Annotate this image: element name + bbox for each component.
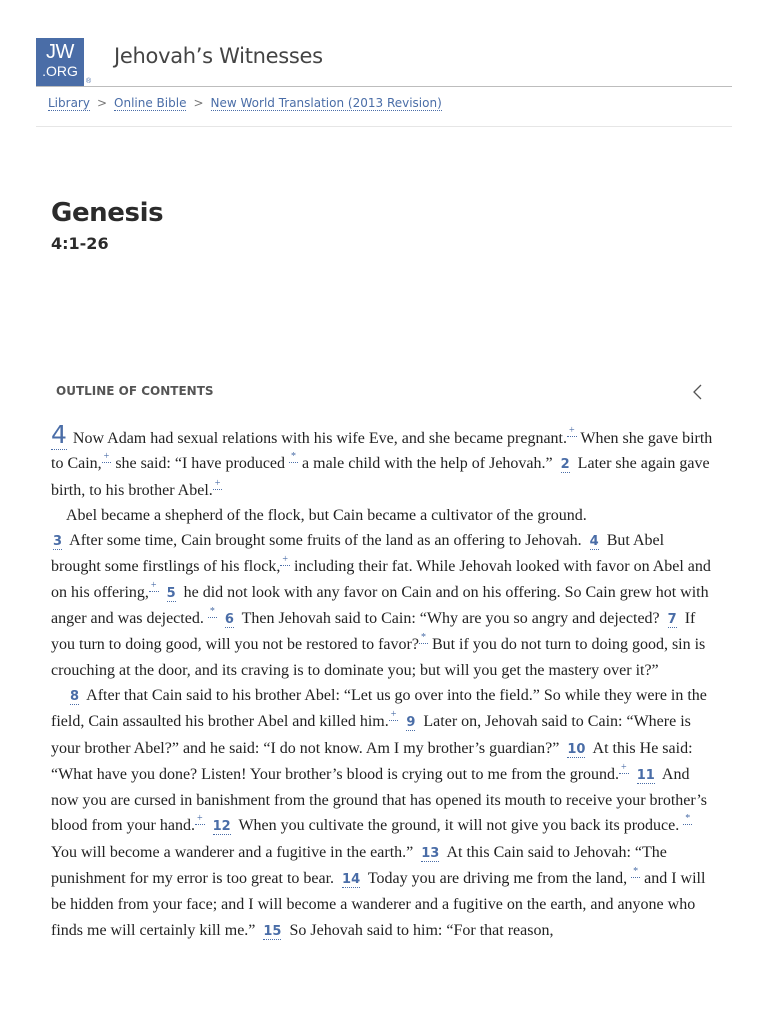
chevron-right-icon: >: [96, 96, 108, 110]
verse-number-link[interactable]: 6: [224, 612, 234, 628]
verse-text: When she gave birth to Cain,: [51, 430, 713, 473]
verse-text: So Jehovah said to him: “For that reason,: [289, 921, 554, 939]
breadcrumb-online-bible[interactable]: Online Bible: [114, 96, 187, 110]
footnote-marker[interactable]: *: [291, 451, 297, 463]
verse-text: At this Cain said to Jehovah: “The punishment for my error is too great to bear.: [51, 843, 667, 888]
verse-number-link[interactable]: 3: [53, 534, 63, 550]
footnote-marker[interactable]: +: [214, 477, 221, 489]
footnote-marker[interactable]: *: [209, 606, 215, 618]
footnote-marker[interactable]: +: [196, 813, 203, 825]
outline-of-contents-label[interactable]: OUTLINE OF CONTENTS: [56, 384, 214, 398]
breadcrumb: [48, 96, 442, 116]
chapter-number-link[interactable]: 4: [51, 420, 67, 449]
footnote-marker[interactable]: *: [420, 632, 426, 644]
paragraph: [51, 683, 717, 944]
chevron-right-icon: >: [193, 96, 204, 110]
paragraph: [51, 420, 717, 503]
footnote-marker[interactable]: +: [568, 425, 575, 436]
breadcrumb-nwt-2013[interactable]: New World Translation (2013 Revision): [210, 96, 442, 110]
paragraph: [51, 503, 717, 528]
verse-number-link[interactable]: 11: [636, 767, 655, 783]
verse-text: Then Jehovah said to Cain: “Why are you so angry and dejected?: [241, 610, 660, 628]
verse-text: When you cultivate the ground, it will not give you back its produce.: [238, 817, 680, 835]
chapter-reference: 4:1-26: [51, 234, 109, 253]
book-title: Genesis: [51, 198, 164, 228]
registered-mark: ®: [86, 78, 92, 85]
verse-text: and I will be hidden from your face; and I will become a wanderer and a fugitive on the earth, and anyone who finds me will certainly kill me.”: [51, 870, 706, 939]
verse-text: And now you are cursed in banishment from the ground that has opened its mouth to receive your brother’s blood from your hand.: [51, 765, 707, 835]
verse-number-link[interactable]: 8: [70, 688, 80, 704]
footnote-marker[interactable]: *: [633, 866, 639, 878]
verse-number-link[interactable]: 10: [567, 741, 586, 757]
verse-number-link[interactable]: 14: [342, 872, 361, 888]
site-header: [36, 38, 732, 87]
verse-text: Now Adam had sexual relations with his wife Eve, and she became pregnant.: [72, 430, 567, 447]
footnote-marker[interactable]: +: [621, 761, 627, 773]
verse-number-link[interactable]: 13: [421, 845, 440, 861]
verse-text: including their fat. While Jehovah looked with favor on Abel and on his offering,: [51, 558, 711, 601]
footnote-marker[interactable]: +: [150, 579, 157, 591]
jw-org-logo[interactable]: [36, 38, 84, 86]
verse-text: Later on, Jehovah said to Cain: “Where is your brother Abel?” and he said: “I do not know. Am I my brother’s guardian?”: [51, 713, 691, 757]
site-title[interactable]: Jehovah’s Witnesses: [114, 44, 323, 68]
footnote-marker[interactable]: +: [282, 554, 288, 566]
footnote-marker[interactable]: *: [685, 813, 691, 825]
scripture-text: [51, 420, 717, 944]
verse-text: After some time, Cain brought some fruits of the land as an offering to Jehovah.: [69, 532, 582, 550]
chevron-left-icon[interactable]: [688, 380, 708, 404]
verse-number-link[interactable]: 7: [667, 612, 677, 628]
verse-text: At this He said: “What have you done? Listen! Your brother’s blood is crying out to me from the ground.: [51, 739, 693, 783]
verse-number-link[interactable]: 2: [560, 457, 570, 473]
verse-text: But Abel brought some firstlings of his flock,: [51, 532, 665, 576]
logo-text-jw: JW: [46, 41, 74, 63]
verse-text: a male child with the help of Jehovah.”: [302, 455, 553, 473]
verse-text: If you turn to doing good, will you not be restored to favor?: [51, 610, 696, 654]
verse-text: she said: “I have produced: [115, 455, 286, 473]
verse-number-link[interactable]: 5: [166, 585, 176, 601]
verse-number-link[interactable]: 12: [212, 819, 231, 835]
verse-text: Abel became a shepherd of the flock, but Cain became a cultivator of the ground.: [66, 506, 587, 524]
verse-text: he did not look with any favor on Cain and on his offering. So Cain grew hot with anger and was dejected.: [51, 583, 709, 628]
breadcrumb-library[interactable]: Library: [48, 96, 90, 110]
verse-number-link[interactable]: 9: [406, 715, 416, 731]
verse-number-link[interactable]: 15: [263, 923, 282, 939]
verse-text: After that Cain said to his brother Abel: “Let us go over into the field.” So while they were in the field, Cain assaulted his brother Abel and killed him.: [51, 686, 707, 731]
logo-text-org: .ORG: [42, 63, 78, 79]
verse-text: Today you are driving me from the land,: [367, 870, 628, 888]
verse-number-link[interactable]: 4: [589, 534, 599, 550]
verse-text: You will become a wanderer and a fugitive in the earth.”: [51, 843, 414, 861]
breadcrumb-divider: [36, 126, 732, 127]
paragraph: [51, 528, 717, 683]
footnote-marker[interactable]: +: [103, 451, 110, 463]
footnote-marker[interactable]: +: [390, 709, 397, 721]
verse-text: Later she again gave birth, to his brother Abel.: [51, 455, 710, 499]
verse-text: But if you do not turn to doing good, sin is crouching at the door, and its craving is to dominate you; but will you get the mastery over it?”: [51, 636, 706, 679]
